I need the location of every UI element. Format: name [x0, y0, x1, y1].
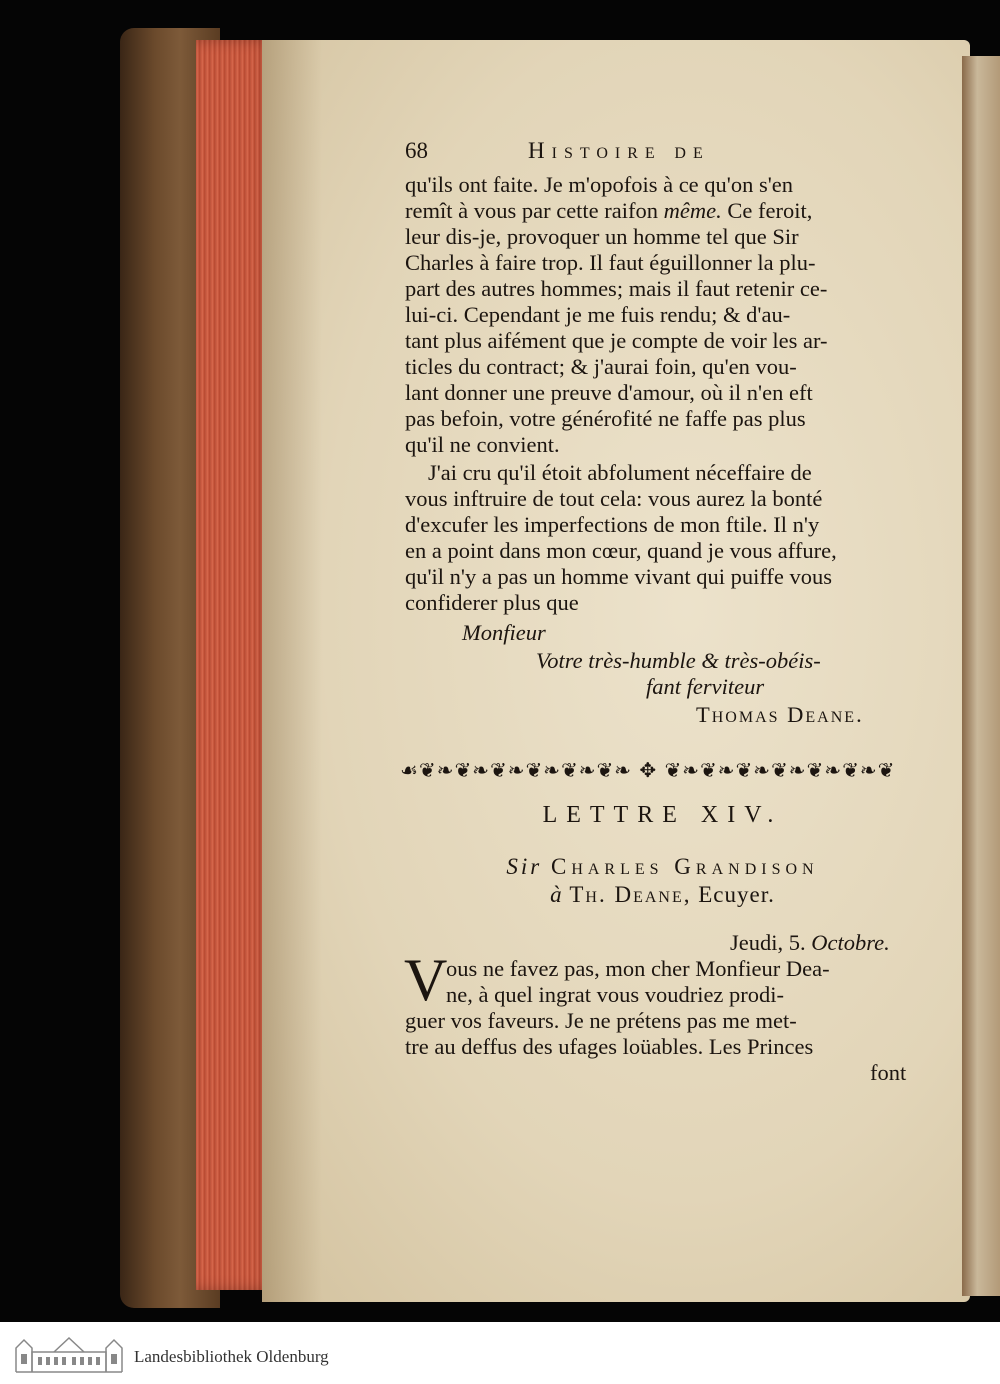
addressee-name: Charles Grandison — [550, 854, 819, 879]
text-run: remît à vous par cette raifon — [405, 198, 659, 223]
text-line: guer vos faveurs. Je ne prétens pas me met- — [405, 1008, 797, 1033]
text-line: lant donner une preuve d'amour, où il n'en eft — [405, 380, 813, 405]
page-number: 68 — [405, 138, 428, 163]
library-footer — [0, 1322, 1000, 1384]
text-line: tre au deffus des ufages loüables. Les Princes — [405, 1034, 814, 1059]
text-line: ticles du contract; & j'aurai foin, qu'en vou- — [405, 354, 797, 379]
text-line: d'excufer les imperfections de mon ftile. Il n'y — [405, 512, 820, 537]
ornament-divider: ☙❦❧❦❧❦❧❦❧❦❧❦❧ ✥ ❦❧❦❧❦❧❦❧❦❧❦❧❦ — [400, 758, 896, 782]
text-line: tant plus aifément que je compte de voir les ar- — [405, 328, 828, 353]
address-title: Ecuyer. — [698, 882, 775, 907]
addressee-name: Th. Deane, — [569, 882, 692, 907]
text-line: Charles à faire trop. Il faut éguillonner la plu- — [405, 250, 816, 275]
text-line: leur dis-je, provoquer un homme tel que Sir — [405, 224, 799, 249]
letter-address-line — [400, 854, 925, 880]
text-line: J'ai cru qu'il étoit abfolument néceffaire de — [428, 460, 812, 485]
address-prefix: Sir — [506, 854, 543, 879]
running-header — [400, 138, 930, 168]
date-month: Octobre. — [811, 930, 890, 955]
page-gutter-shadow — [262, 40, 322, 1302]
drop-cap: V — [404, 947, 448, 1013]
text-line: ous ne favez pas, mon cher Monfieur Dea- — [446, 956, 830, 981]
text-line: qu'ils ont faite. Je m'opofois à ce qu'on s'en — [405, 172, 794, 197]
closing-salutation: Monfieur — [462, 620, 546, 645]
text-run: Ce feroit, — [727, 198, 813, 223]
closing-line: Votre très-humble & très-obéis- — [536, 648, 821, 673]
text-line: ne, à quel ingrat vous voudriez prodi- — [446, 982, 785, 1007]
text-line: qu'il n'y a pas un homme vivant qui puiffe vous — [405, 564, 833, 589]
running-title: Histoire de — [528, 138, 710, 163]
text-line: pas befoin, votre générofité ne faffe pas plus — [405, 406, 806, 431]
address-prefix: à — [550, 882, 563, 907]
italic-word: même. — [663, 198, 722, 223]
text-line — [405, 198, 925, 224]
date-day: Jeudi, 5. — [730, 930, 806, 955]
text-line: part des autres hommes; mais il faut retenir ce- — [405, 276, 828, 301]
text-line: en a point dans mon cœur, quand je vous affure, — [405, 538, 837, 563]
catchword: font — [870, 1060, 907, 1085]
text-line: qu'il ne convient. — [405, 432, 560, 457]
text-line: confiderer plus que — [405, 590, 579, 615]
facing-page-edge — [962, 56, 1000, 1296]
closing-line: fant ferviteur — [646, 674, 765, 699]
letter-heading: LETTRE XIV. — [542, 802, 783, 828]
letter-address-line — [400, 882, 925, 908]
text-line: lui-ci. Cependant je me fuis rendu; & d'au- — [405, 302, 791, 327]
text-line: vous inftruire de tout cela: vous aurez la bonté — [405, 486, 823, 511]
date-line — [730, 930, 890, 956]
library-name: Landesbibliothek Oldenburg — [134, 1347, 329, 1366]
library-building-logo-icon — [14, 1334, 124, 1374]
signature-name: Thomas Deane. — [696, 702, 864, 727]
